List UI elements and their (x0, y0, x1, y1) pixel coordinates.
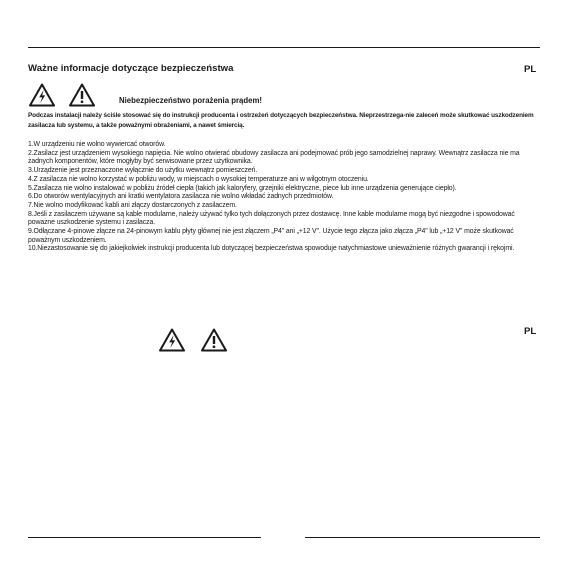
list-item: 6.Do otworów wentylacyjnych ani kratki wentylatora zasilacza nie wolno wkładać żadnych przedmiotów. (28, 193, 334, 201)
list-item: 4.Z zasilacza nie wolno korzystać w pobliżu wody, w miejscach o wysokiej temperaturze ani w wilgotnym otoczeniu. (28, 175, 369, 183)
list-item: 9.Odłączane 4-pinowe złącze na 24-pinowym kablu płyty głównej nie jest złączem „P4" ani „+12 V". Użycie tego złącza jako złącza „P4" lub „+12 V" może skutkować poważnym uszkodzeniem. (28, 228, 514, 244)
list-item: 7.Nie wolno modyfikować kabli ani złączy dostarczonych z zasilaczem. (28, 201, 237, 209)
list-item: 8.Jeśli z zasilaczem używane są kable modularne, należy używać tylko tych dołączonych przez dostawcę. Inne kable modularne mogą być niezgodne i spowodować poważne uszkodzenie systemu i zasilacza. (28, 210, 515, 227)
list-item: 5.Zasilacza nie wolno instalować w pobliżu źródeł ciepła (takich jak kaloryfery, grzejniki elektryczne, piece lub inne urządzenia generujące ciepło). (28, 184, 457, 192)
bottom-divider-left (28, 537, 261, 538)
bottom-divider-right (305, 537, 540, 538)
warning-icons-2 (159, 328, 227, 352)
electric-shock-warning-icon (29, 83, 55, 107)
top-divider (28, 47, 540, 48)
general-warning-icon (201, 328, 227, 352)
warning-icons (29, 83, 95, 107)
language-code: PL (524, 64, 537, 75)
general-warning-icon (69, 83, 95, 107)
list-item: 2.Zasilacz jest urządzeniem wysokiego napięcia. Nie wolno otwierać obudowy zasilacza ani podejmować prób jego samodzielnej naprawy. Wewnątrz zasilacza nie ma żadnych komponentów, które mogłyby być serwisowane przez użytkownika. (28, 149, 520, 166)
list-item: 3.Urządzenie jest przeznaczone wyłącznie do użytku wewnątrz pomieszczeń. (28, 167, 258, 175)
warning-heading: Niebezpieczeństwo porażenia prądem! (119, 96, 262, 105)
intro-paragraph: Podczas instalacji należy ściśle stosować się do instrukcji producenta i ostrzeżeń dotyczących bezpieczeństwa. Nieprzestrzega-nie zaleceń może skutkować uszkodzeniem zasilacza lub systemu, a także poważnymi obrażeniami, a nawet śmiercią. (28, 112, 534, 129)
electric-shock-warning-icon (159, 328, 185, 352)
safety-list (28, 141, 542, 254)
section-title: Ważne informacje dotyczące bezpieczeństwa (28, 63, 234, 74)
list-item: 10.Niezastosowanie się do jakiejkolwiek instrukcji producenta lub dotyczącej bezpieczeństwa spowoduje natychmiastowe unieważnienie różnych gwarancji i rękojmi. (28, 245, 515, 253)
list-item: 1.W urządzeniu nie wolno wywiercać otworów. (28, 141, 166, 148)
language-code-2: PL (524, 326, 537, 337)
